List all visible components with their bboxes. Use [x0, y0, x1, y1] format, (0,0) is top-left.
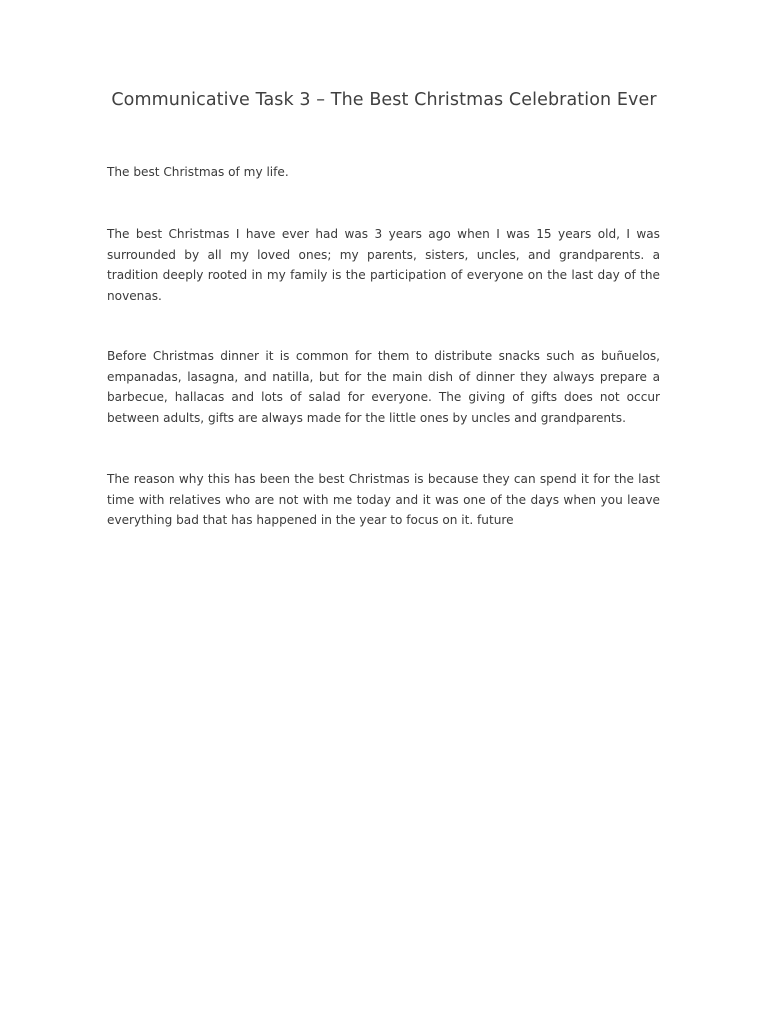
paragraph-1: The best Christmas I have ever had was 3 years ago when I was 15 years old, I was surrounded by all my loved ones; my parents, sisters, uncles, and grandparents. a tradition deeply rooted in my family is the participation of everyone on the last day of the novenas. — [107, 227, 660, 303]
document-subtitle: The best Christmas of my life. — [107, 165, 289, 179]
paragraph-3: The reason why this has been the best Christmas is because they can spend it for the last time with relatives who are not with me today and it was one of the days when you leave everything bad that has happened in the year to focus on it. future — [107, 472, 660, 528]
paragraph-2: Before Christmas dinner it is common for them to distribute snacks such as buñuelos, empanadas, lasagna, and natilla, but for the main dish of dinner they always prepare a barbecue, hallacas and lots of salad for everyone. The giving of gifts does not occur between adults, gifts are always made for the little ones by uncles and grandparents. — [107, 349, 660, 425]
document-title: Communicative Task 3 – The Best Christmas Celebration Ever — [111, 90, 657, 110]
